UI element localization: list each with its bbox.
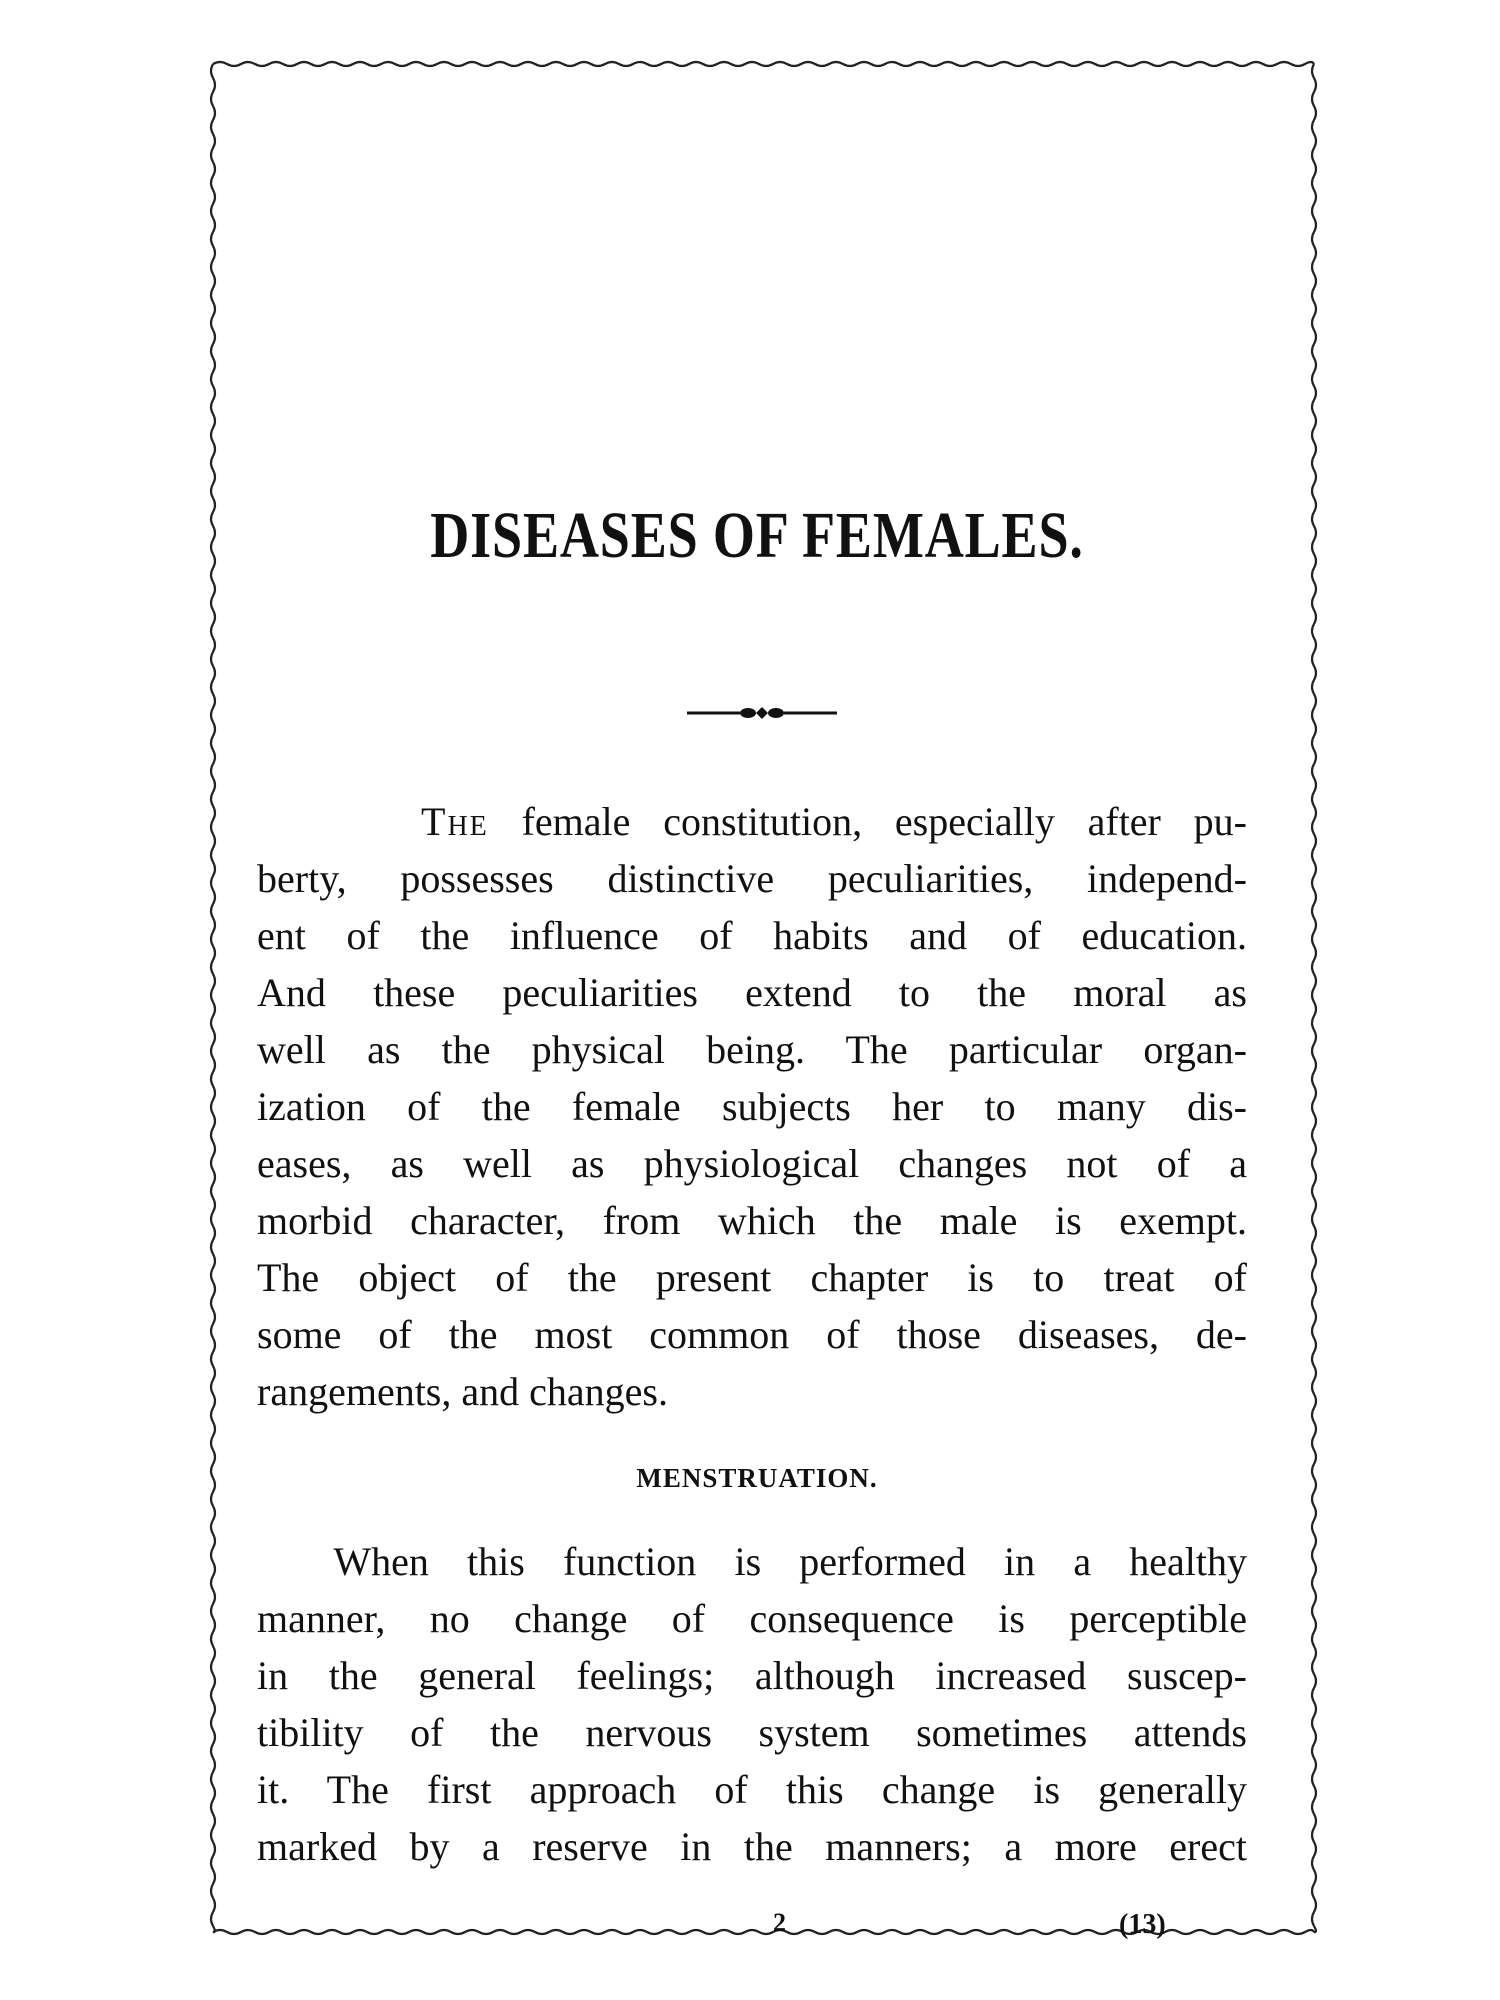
- top-border-line: [213, 62, 1314, 66]
- paragraph-line: manner, no change of consequence is perceptible: [257, 1596, 1247, 1641]
- paragraph-line-text: female constitution, especially after pu-: [521, 799, 1248, 844]
- section-heading: MENSTRUATION.: [636, 1463, 878, 1493]
- paragraph-line: berty, possesses distinctive peculiarities, independ-: [257, 856, 1247, 901]
- paragraph-line: some of the most common of those diseases, de-: [257, 1312, 1247, 1357]
- paragraph-line: tibility of the nervous system sometimes attends: [257, 1710, 1247, 1755]
- lead-word: The: [421, 799, 489, 844]
- paragraph-line: The object of the present chapter is to treat of: [257, 1255, 1247, 1300]
- paragraph-line: well as the physical being. The particular organ-: [257, 1027, 1247, 1072]
- paragraph-line: eases, as well as physiological changes not of a: [257, 1141, 1247, 1186]
- paragraph-line: [257, 1533, 1247, 1590]
- paragraph-line: in the general feelings; although increased suscep-: [257, 1653, 1247, 1698]
- right-border-line: [1312, 64, 1316, 1932]
- paragraph-line: ent of the influence of habits and of education.: [257, 913, 1247, 958]
- paragraph-line: ization of the female subjects her to many dis-: [257, 1084, 1247, 1129]
- intro-paragraph: [257, 793, 1247, 1420]
- left-border-line: [211, 64, 215, 1932]
- paragraph-line: rangements, and changes.: [257, 1369, 668, 1414]
- menstruation-paragraph: [257, 1533, 1247, 1875]
- ornament-divider: [682, 703, 842, 723]
- paragraph-line-text: When this function is performed in a healthy: [333, 1539, 1247, 1584]
- paragraph-line: morbid character, from which the male is exempt.: [257, 1198, 1247, 1243]
- signature-mark: 2: [773, 1908, 786, 1937]
- chapter-title: DISEASES OF FEMALES.: [430, 499, 1084, 572]
- paragraph-line: [257, 793, 1247, 850]
- page-number: (13): [1119, 1909, 1166, 1940]
- paragraph-line: it. The first approach of this change is generally: [257, 1767, 1247, 1812]
- paragraph-line: marked by a reserve in the manners; a more erect: [257, 1824, 1247, 1869]
- page-frame: [207, 58, 1320, 1938]
- paragraph-line: And these peculiarities extend to the moral as: [257, 970, 1247, 1015]
